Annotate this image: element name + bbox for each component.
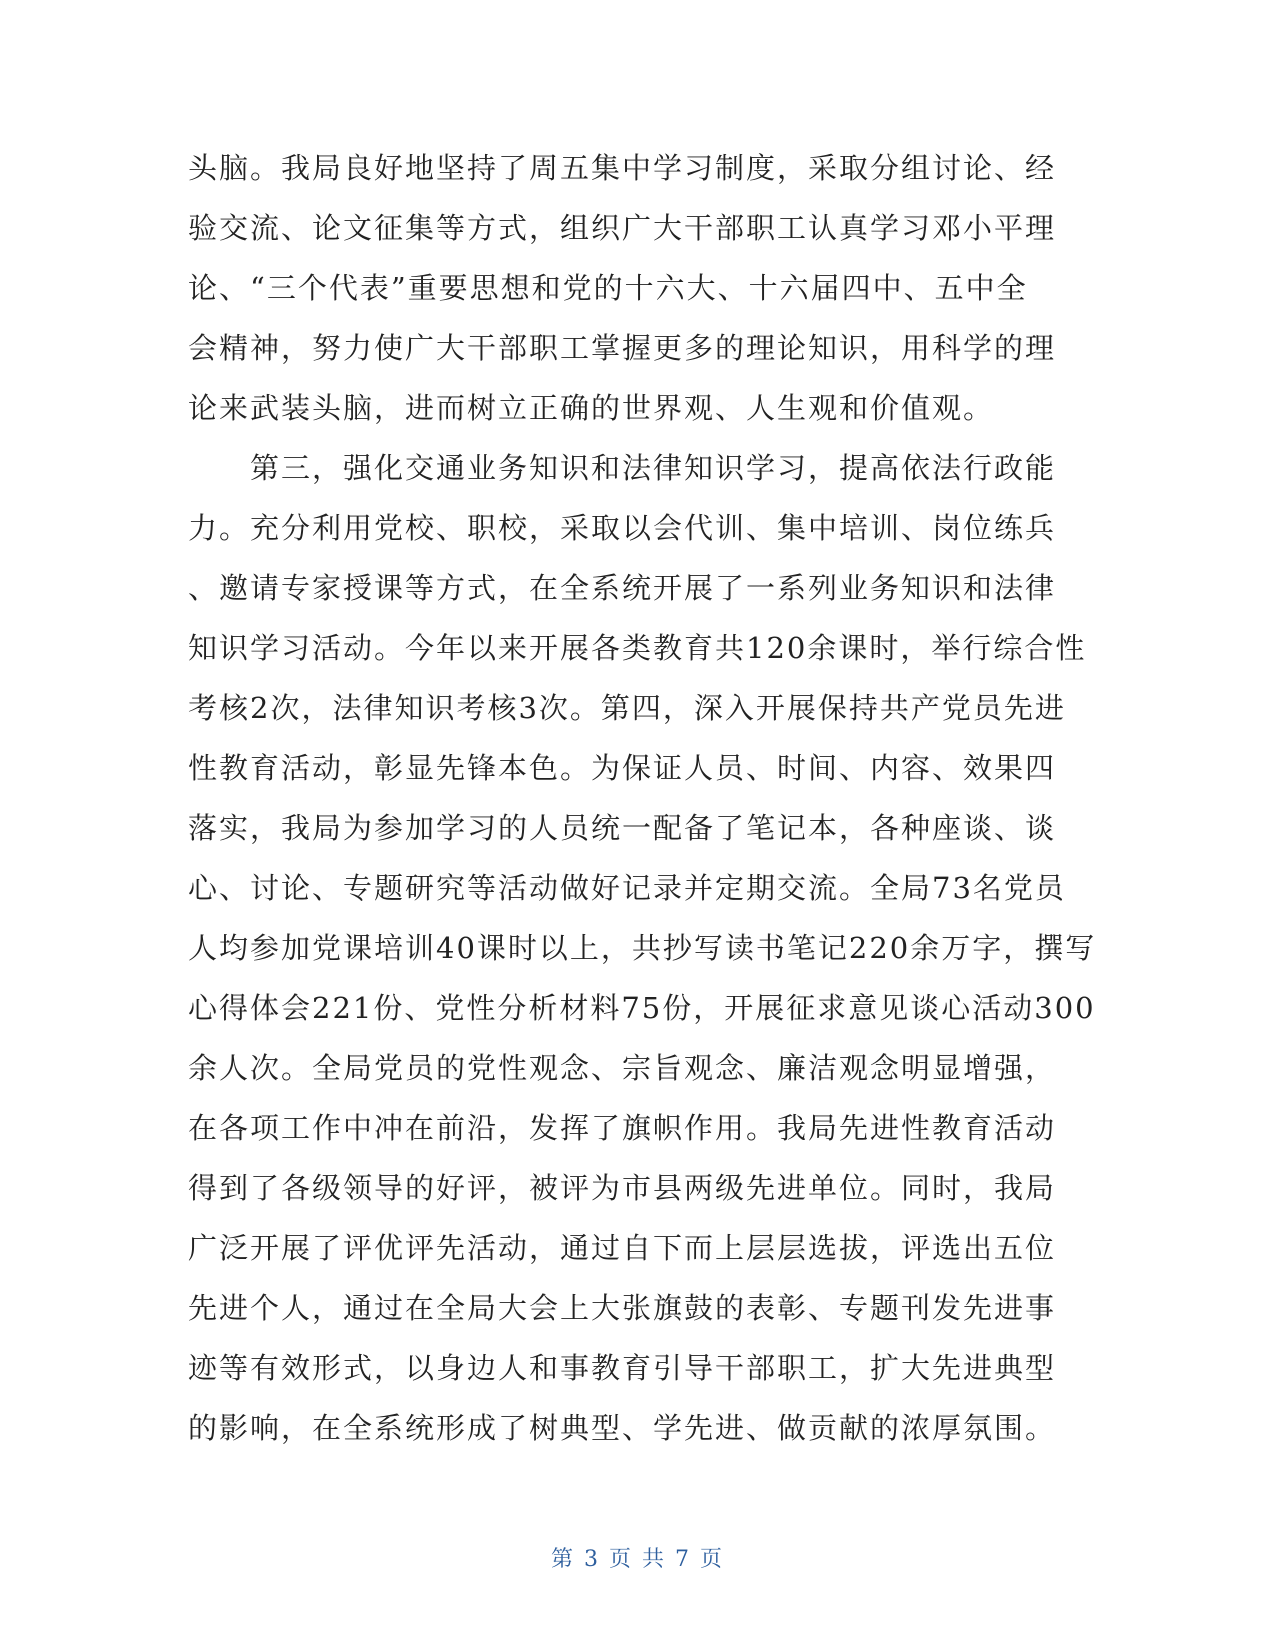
text-line: 力。充分利用党校、职校，采取以会代训、集中培训、岗位练兵 <box>188 511 1057 545</box>
text-line: 人均参加党课培训40课时以上，共抄写读书笔记220余万字，撰写 <box>188 931 1097 965</box>
page-footer <box>0 1542 1275 1573</box>
text-line: 心得体会221份、党性分析材料75份，开展征求意见谈心活动300 <box>188 991 1096 1025</box>
text-line: 余人次。全局党员的党性观念、宗旨观念、廉洁观念明显增强， <box>188 1051 1057 1085</box>
text-line: 头脑。我局良好地坚持了周五集中学习制度，采取分组讨论、经 <box>188 151 1057 185</box>
text-line: 性教育活动，彰显先锋本色。为保证人员、时间、内容、效果四 <box>188 751 1057 785</box>
text-line: 知识学习活动。今年以来开展各类教育共120余课时，举行综合性 <box>188 631 1087 665</box>
text-line: 会精神，努力使广大干部职工掌握更多的理论知识，用科学的理 <box>188 331 1057 365</box>
page-number-label: 第 3 页 共 7 页 <box>551 1547 724 1572</box>
text-line: 落实，我局为参加学习的人员统一配备了笔记本，各种座谈、谈 <box>188 811 1057 845</box>
text-line: 广泛开展了评优评先活动，通过自下而上层层选拔，评选出五位 <box>188 1231 1057 1265</box>
text-line: 在各项工作中冲在前沿，发挥了旗帜作用。我局先进性教育活动 <box>188 1111 1057 1145</box>
text-line: 、邀请专家授课等方式，在全系统开展了一系列业务知识和法律 <box>188 571 1057 605</box>
text-line: 迹等有效形式，以身边人和事教育引导干部职工，扩大先进典型 <box>188 1351 1057 1385</box>
body-text <box>188 138 1097 1458</box>
text-line: 第三，强化交通业务知识和法律知识学习，提高依法行政能 <box>188 451 1057 485</box>
text-line: 心、讨论、专题研究等活动做好记录并定期交流。全局73名党员 <box>188 871 1066 905</box>
text-line: 的影响，在全系统形成了树典型、学先进、做贡献的浓厚氛围。 <box>188 1411 1057 1445</box>
text-line: 验交流、论文征集等方式，组织广大干部职工认真学习邓小平理 <box>188 211 1057 245</box>
text-line: 得到了各级领导的好评，被评为市县两级先进单位。同时，我局 <box>188 1171 1057 1205</box>
text-line: 考核2次，法律知识考核3次。第四，深入开展保持共产党员先进 <box>188 691 1066 725</box>
text-line: 先进个人，通过在全局大会上大张旗鼓的表彰、专题刊发先进事 <box>188 1291 1057 1325</box>
text-line: 论、“三个代表”重要思想和党的十六大、十六届四中、五中全 <box>188 271 1028 305</box>
text-line: 论来武装头脑，进而树立正确的世界观、人生观和价值观。 <box>188 391 995 425</box>
